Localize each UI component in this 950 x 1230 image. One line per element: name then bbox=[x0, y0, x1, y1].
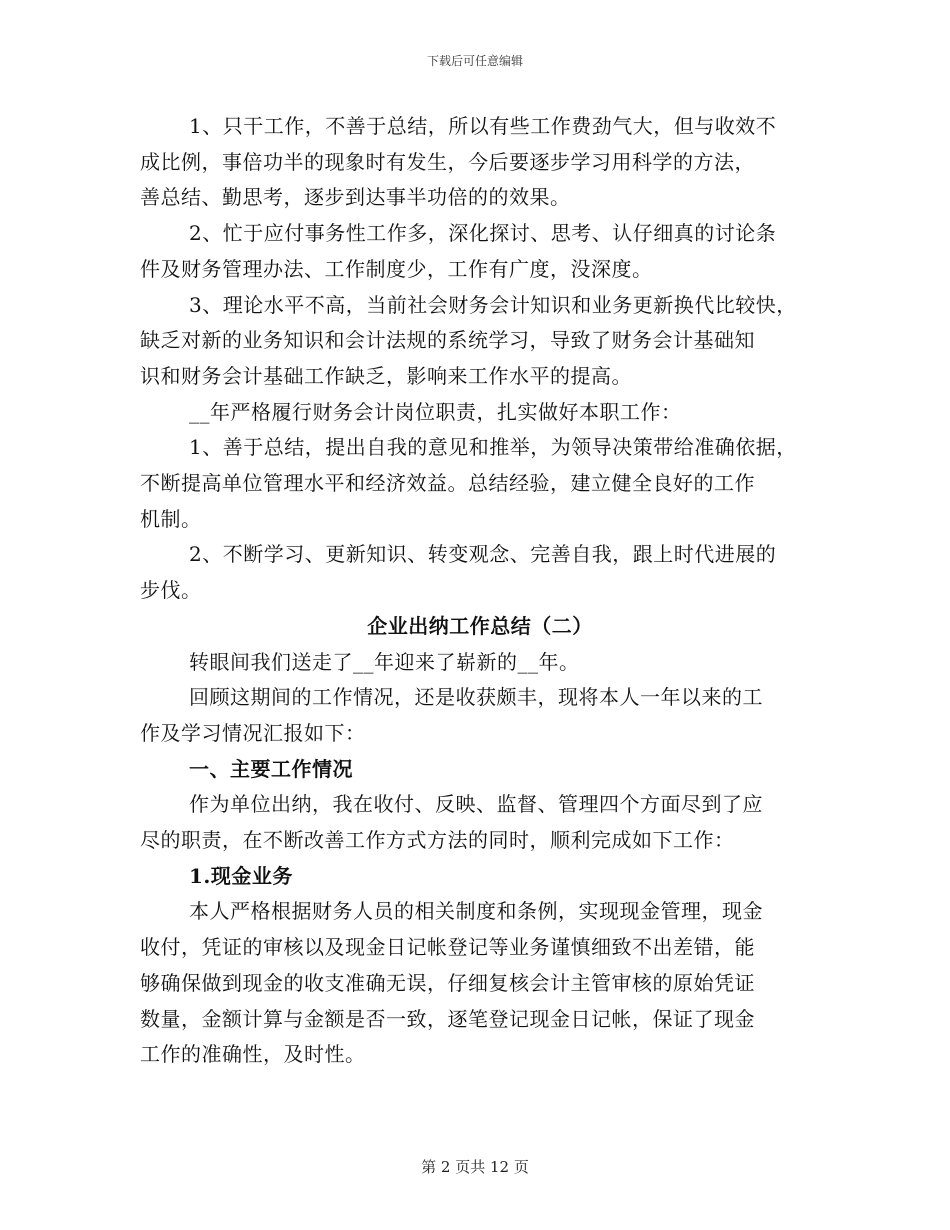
paragraph-line: 数量，金额计算与金额是否一致，逐笔登记现金日记帐，保证了现金 bbox=[140, 1006, 755, 1031]
paragraph-line: 本人严格根据财务人员的相关制度和条例，实现现金管理，现金 bbox=[189, 899, 763, 924]
paragraph-line: 作及学习情况汇报如下： bbox=[140, 720, 366, 745]
paragraph-line: 1、善于总结，提出自我的意见和推举，为领导决策带给准确依据， bbox=[189, 435, 797, 460]
paragraph-line: 转眼间我们送走了__年迎来了崭新的__年。 bbox=[189, 649, 580, 674]
paragraph-line: 不断提高单位管理水平和经济效益。总结经验，建立健全良好的工作 bbox=[140, 471, 755, 496]
paragraph-line: 识和财务会计基础工作缺乏，影响来工作水平的提高。 bbox=[140, 363, 632, 388]
paragraph-line: 成比例，事倍功半的现象时有发生，今后要逐步学习用科学的方法， bbox=[140, 149, 755, 174]
paragraph-line: 收付，凭证的审核以及现金日记帐登记等业务谨慎细致不出差错，能 bbox=[140, 935, 755, 960]
paragraph-line: __年严格履行财务会计岗位职责，扎实做好本职工作： bbox=[189, 399, 682, 424]
paragraph-line: 尽的职责，在不断改善工作方式方法的同时，顺利完成如下工作： bbox=[140, 828, 735, 853]
paragraph-line: 2、不断学习、更新知识、转变观念、完善自我，跟上时代进展的 bbox=[189, 542, 777, 567]
paragraph-line: 机制。 bbox=[140, 506, 202, 531]
paragraph-line: 步伐。 bbox=[140, 578, 202, 603]
document-body bbox=[140, 109, 820, 1073]
page-header: 下载后可任意编辑 bbox=[426, 54, 523, 68]
paragraph-line: 作为单位出纳，我在收付、反映、监督、管理四个方面尽到了应 bbox=[189, 792, 763, 817]
section-heading: 1.现金业务 bbox=[189, 863, 293, 888]
paragraph-line: 工作的准确性，及时性。 bbox=[140, 1042, 366, 1067]
paragraph-line: 2、忙于应付事务性工作多，深化探讨、思考、认仔细真的讨论条 bbox=[189, 221, 777, 246]
paragraph-line: 3、理论水平不高，当前社会财务会计知识和业务更新换代比较快， bbox=[189, 292, 797, 317]
page-footer: 第 2 页共 12 页 bbox=[421, 1158, 529, 1176]
paragraph-line: 1、只干工作，不善于总结，所以有些工作费劲气大，但与收效不 bbox=[189, 114, 777, 138]
paragraph-line: 善总结、勤思考，逐步到达事半功倍的的效果。 bbox=[140, 185, 571, 210]
paragraph-line: 回顾这期间的工作情况，还是收获颇丰，现将本人一年以来的工 bbox=[189, 685, 763, 710]
paragraph-line: 缺乏对新的业务知识和会计法规的系统学习，导致了财务会计基础知 bbox=[140, 328, 755, 353]
paragraph-line: 够确保做到现金的收支准确无误，仔细复核会计主管审核的原始凭证 bbox=[140, 970, 755, 995]
section-heading: 一、主要工作情况 bbox=[189, 756, 353, 781]
section-title: 企业出纳工作总结（二） bbox=[367, 613, 593, 638]
paragraph-line: 件及财务管理办法、工作制度少，工作有广度，没深度。 bbox=[140, 256, 653, 281]
